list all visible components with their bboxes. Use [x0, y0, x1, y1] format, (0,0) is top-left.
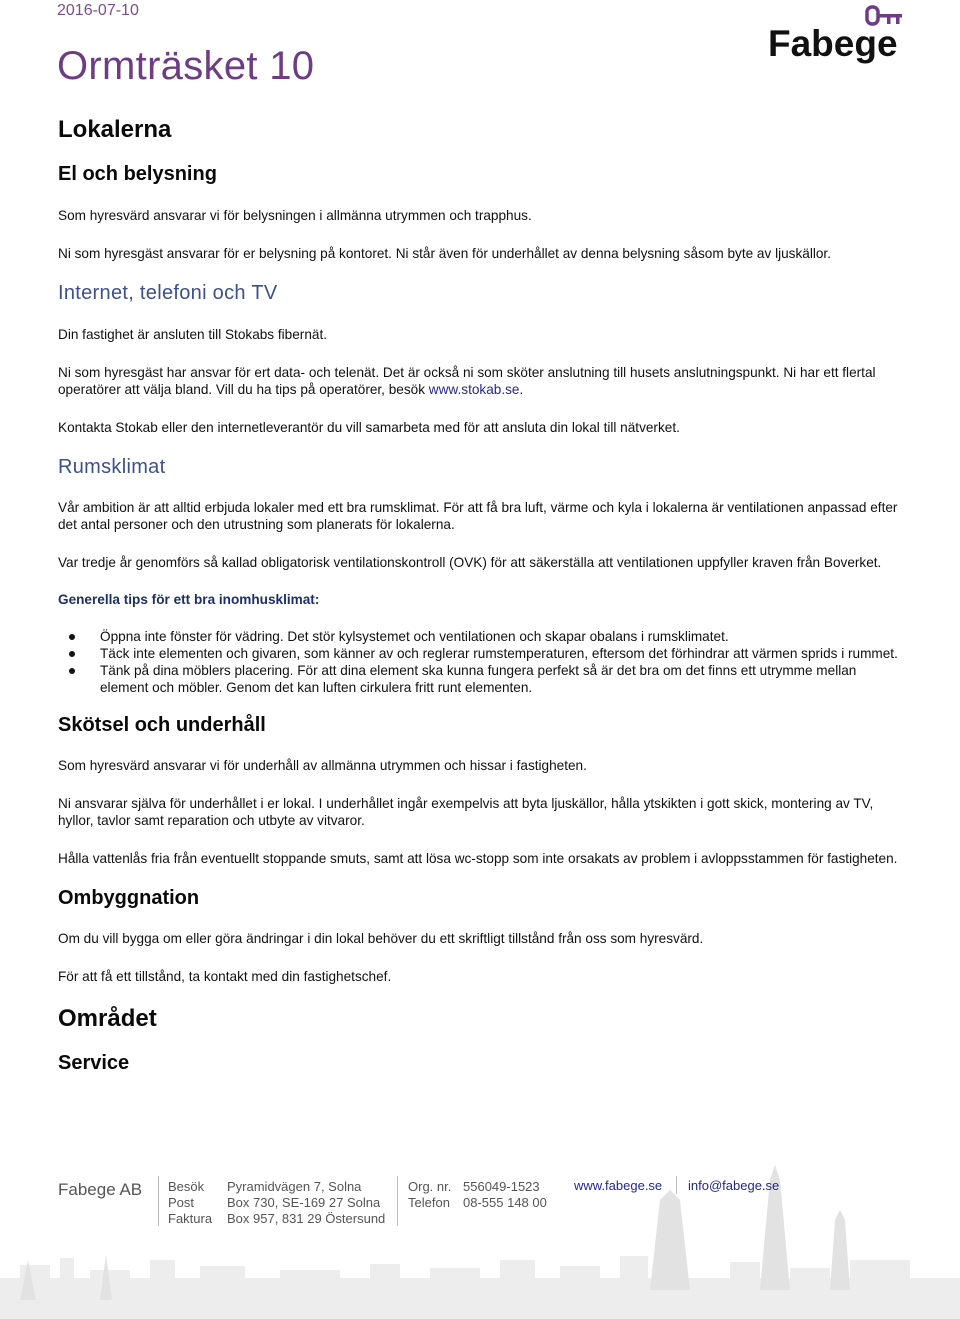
- paragraph: Som hyresvärd ansvarar vi för belysningen i allmänna utrymmen och trapphus.: [58, 208, 532, 223]
- paragraph: Ni som hyresgäst ansvarar för er belysning på kontoret. Ni står även för underhållet av denna belysning såsom byte av ljuskällor.: [58, 246, 831, 261]
- footer-divider: [397, 1176, 398, 1226]
- footer-label: Faktura: [168, 1211, 213, 1226]
- footer-label: Org. nr.: [408, 1179, 452, 1194]
- footer-company: Fabege AB: [58, 1180, 143, 1199]
- footer-address: Box 957, 831 29 Östersund: [227, 1211, 386, 1226]
- footer: [0, 1160, 960, 1319]
- list-item: [58, 662, 908, 696]
- paragraph: Om du vill bygga om eller göra ändringar i din lokal behöver du ett skriftligt tillstånd från oss som hyresvärd.: [58, 931, 704, 946]
- heading-internet: Internet, telefoni och TV: [58, 282, 278, 304]
- heading-service: Service: [58, 1052, 130, 1074]
- paragraph-text: Ni som hyresgäst har ansvar för ert data- och telenät. Det är också ni som sköter anslutning till husets anslutningspunkt. Ni har ett flertal operatörer att välja bland. Vill du ha tips på operatörer, besök: [58, 365, 876, 397]
- heading-ombyggnation: Ombyggnation: [58, 887, 200, 909]
- paragraph: För att få ett tillstånd, ta kontakt med din fastighetschef.: [58, 969, 392, 984]
- heading-rumsklimat: Rumsklimat: [58, 456, 166, 478]
- footer-label: Besök: [168, 1179, 205, 1194]
- tips-list: [58, 628, 908, 696]
- page-title: Ormträsket 10: [57, 44, 315, 88]
- list-item: [58, 628, 908, 645]
- heading-skotsel: Skötsel och underhåll: [58, 714, 266, 736]
- bullet-icon: [69, 634, 75, 640]
- paragraph: Vår ambition är att alltid erbjuda lokaler med ett bra rumsklimat. För att få bra luft, värme och kyla i lokalerna är ventilationen anpassad efter det antal personer och den utrustning som planerats för lokalerna.: [58, 500, 898, 532]
- logo-text: Fabege: [768, 23, 898, 64]
- bullet-icon: [69, 651, 75, 657]
- paragraph: Din fastighet är ansluten till Stokabs fibernät.: [58, 327, 328, 342]
- footer-divider: [158, 1176, 159, 1226]
- footer-address: Box 730, SE-169 27 Solna: [227, 1195, 381, 1210]
- paragraph: Var tredje år genomförs så kallad obligatorisk ventilationskontroll (OVK) för att säkerställa att ventilationen uppfyller kraven från Boverket.: [58, 555, 882, 570]
- list-item: [58, 645, 908, 662]
- heading-el-och-belysning: El och belysning: [58, 163, 217, 185]
- date: 2016-07-10: [57, 2, 139, 19]
- section-heading-lokalerna: Lokalerna: [58, 116, 172, 143]
- tips-heading: Generella tips för ett bra inomhusklimat:: [58, 592, 320, 607]
- list-item-text: Öppna inte fönster för vädring. Det stör kylsystemet och ventilationen och skapar obalans i rumsklimatet.: [100, 629, 729, 644]
- list-item-text: Täck inte elementen och givaren, som känner av och reglerar rumstemperaturen, eftersom det förhindrar att värmen sprids i rummet.: [100, 646, 898, 661]
- paragraph: Ni ansvarar själva för underhållet i er lokal. I underhållet ingår exempelvis att byta ljuskällor, hålla ytskikten i gott skick, montering av TV, hyllor, tavlor samt reparation och utbyte av vitvaror.: [58, 796, 874, 828]
- footer-divider: [676, 1176, 677, 1194]
- paragraph: Kontakta Stokab eller den internetleverantör du vill samarbeta med för att ansluta din lokal till nätverket.: [58, 420, 680, 435]
- paragraph: Som hyresvärd ansvarar vi för underhåll av allmänna utrymmen och hissar i fastigheten.: [58, 758, 587, 773]
- footer-address: Pyramidvägen 7, Solna: [227, 1179, 362, 1194]
- footer-email-link[interactable]: info@fabege.se: [688, 1178, 780, 1193]
- paragraph: [58, 364, 908, 398]
- footer-label: Telefon: [408, 1195, 450, 1210]
- footer-value: 556049-1523: [463, 1179, 540, 1194]
- footer-label: Post: [168, 1195, 195, 1210]
- stokab-link[interactable]: www.stokab.se: [428, 382, 520, 397]
- paragraph: Hålla vattenlås fria från eventuellt stoppande smuts, samt att lösa wc-stopp som inte orsakats av problem i avloppsstammen för fastigheten.: [58, 851, 898, 866]
- footer-web-link[interactable]: www.fabege.se: [574, 1178, 663, 1193]
- footer-value: 08-555 148 00: [463, 1195, 547, 1210]
- main-content: [58, 112, 908, 1075]
- paragraph-end: .: [519, 382, 524, 397]
- bullet-icon: [69, 668, 75, 674]
- list-item-text: Tänk på dina möblers placering. För att dina element ska kunna fungera perfekt så är det bra om det finns ett utrymme mellan element och möbler. Genom det kan luften cirkulera fritt runt elementen.: [100, 663, 857, 695]
- section-heading-omradet: Området: [58, 1005, 157, 1032]
- fabege-logo: [768, 4, 904, 68]
